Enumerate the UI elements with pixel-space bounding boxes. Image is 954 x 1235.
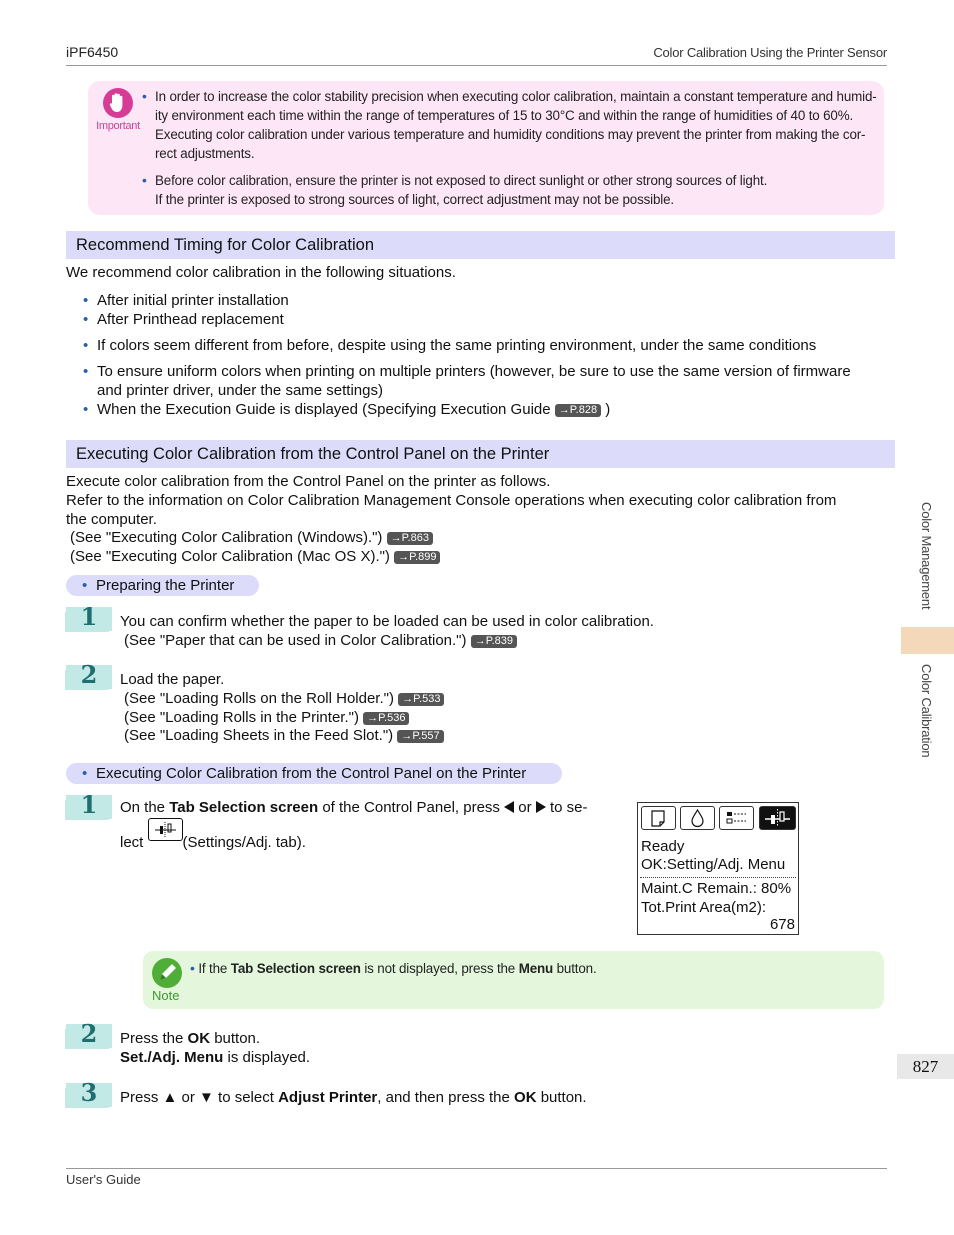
important-icon-block bbox=[96, 88, 140, 132]
step-number: 2 bbox=[67, 1021, 111, 1047]
bullet-dot: • bbox=[83, 311, 89, 328]
lcd-tab-ink bbox=[680, 806, 715, 830]
text-run: is not displayed, press the bbox=[360, 961, 519, 976]
important-text: Executing color calibration under various temperature and humidity conditions may prevent the printer from making the cor- bbox=[155, 127, 866, 142]
text-run: , and then press the bbox=[377, 1089, 515, 1106]
list-item bbox=[83, 291, 289, 310]
page-ref-link[interactable]: →P.533 bbox=[398, 693, 444, 706]
footer-text: User's Guide bbox=[66, 1172, 141, 1187]
lcd-tab-paper bbox=[641, 806, 676, 830]
see-text: (See "Loading Rolls in the Printer.") bbox=[124, 709, 359, 726]
step-text bbox=[120, 798, 587, 817]
step-number: 1 bbox=[67, 604, 111, 630]
important-bullet-2 bbox=[142, 171, 767, 209]
text-run: button. bbox=[210, 1030, 261, 1047]
step-number: 1 bbox=[67, 792, 111, 818]
bullet-dot: • bbox=[83, 292, 89, 309]
bullet-dot: • bbox=[142, 88, 147, 104]
lcd-divider bbox=[640, 877, 796, 878]
see-reference bbox=[124, 631, 517, 650]
list-item-text: If colors seem different from before, despite using the same printing environment, under the same conditions bbox=[97, 337, 817, 354]
lcd-text: OK:Setting/Adj. Menu bbox=[641, 856, 786, 873]
lcd-value: 678 bbox=[769, 916, 795, 933]
section-title: Recommend Timing for Color Calibration bbox=[76, 236, 375, 254]
subsection-pill-executing bbox=[66, 763, 562, 784]
list-item bbox=[83, 362, 851, 400]
text-run: Press ▲ or ▼ to select bbox=[120, 1089, 279, 1106]
step-text bbox=[120, 1029, 310, 1067]
text-run: of the Control Panel, press bbox=[318, 799, 505, 816]
see-reference bbox=[124, 726, 444, 745]
side-tab-color-calibration[interactable]: Color Calibration bbox=[919, 664, 934, 758]
lcd-info bbox=[641, 880, 791, 917]
lcd-text: Maint.C Remain.: 80% bbox=[641, 880, 792, 897]
important-label: Important bbox=[96, 120, 140, 132]
step-number: 3 bbox=[67, 1080, 111, 1106]
settings-adj-tab-icon bbox=[148, 818, 183, 841]
lcd-status bbox=[641, 838, 785, 874]
hand-icon bbox=[103, 88, 133, 118]
text-run: to se- bbox=[545, 799, 588, 816]
section-header-timing bbox=[66, 231, 895, 259]
see-text: (See "Paper that can be used in Color Calibration.") bbox=[124, 632, 467, 649]
bullet-dot: • bbox=[83, 401, 89, 418]
subsection-pill-preparing bbox=[66, 575, 259, 596]
header-section-title: Color Calibration Using the Printer Sensor bbox=[653, 45, 887, 60]
page-ref-link[interactable]: →P.557 bbox=[397, 730, 443, 743]
body-line: Execute color calibration from the Control Panel on the printer as follows. bbox=[66, 473, 551, 490]
list-item-text: When the Execution Guide is displayed (Specifying Execution Guide bbox=[97, 401, 551, 418]
page-number: 827 bbox=[897, 1054, 954, 1079]
important-text: ity environment each time within the range of temperatures of 15 to 30°C and within the range of humidities of 40 to 60%. bbox=[155, 108, 854, 123]
side-tab-marker bbox=[901, 627, 954, 654]
lcd-tab-settings-active bbox=[759, 806, 796, 830]
step-text: Load the paper. bbox=[120, 671, 225, 688]
important-text: Before color calibration, ensure the printer is not exposed to direct sunlight or other strong sources of light. bbox=[155, 173, 768, 188]
right-triangle-icon bbox=[536, 801, 546, 813]
bullet-dot: • bbox=[83, 363, 89, 380]
list-item bbox=[83, 400, 611, 419]
note-text bbox=[190, 959, 597, 978]
text-run: button. bbox=[553, 961, 597, 976]
see-text: (See "Loading Sheets in the Feed Slot.") bbox=[124, 727, 394, 744]
subsection-title: Preparing the Printer bbox=[96, 577, 235, 594]
bullet-dot: • bbox=[190, 960, 195, 976]
text-run: If the bbox=[198, 961, 231, 976]
list-item-text: To ensure uniform colors when printing on multiple printers (however, be sure to use the same version of firmware bbox=[97, 363, 851, 380]
side-tab-color-management[interactable]: Color Management bbox=[919, 502, 934, 610]
text-run-bold: Tab Selection screen bbox=[169, 799, 319, 816]
subsection-title: Executing Color Calibration from the Control Panel on the Printer bbox=[96, 765, 527, 782]
text-run-bold: Menu bbox=[518, 961, 554, 976]
list-item-text: and printer driver, under the same settings) bbox=[97, 382, 383, 399]
section-body bbox=[66, 472, 836, 529]
step-number: 2 bbox=[67, 662, 111, 688]
list-item bbox=[83, 310, 284, 329]
lcd-tab-job bbox=[719, 806, 754, 830]
text-run: button. bbox=[536, 1089, 587, 1106]
bullet-dot: • bbox=[82, 765, 88, 782]
text-run: is displayed. bbox=[223, 1049, 311, 1066]
see-reference bbox=[70, 547, 440, 566]
see-text: (See "Loading Rolls on the Roll Holder.") bbox=[124, 690, 394, 707]
section-header-control-panel bbox=[66, 440, 895, 468]
left-triangle-icon bbox=[504, 801, 514, 813]
see-text: (See "Executing Color Calibration (Windows).") bbox=[70, 529, 383, 546]
see-reference bbox=[124, 708, 409, 727]
list-item bbox=[83, 336, 817, 355]
text-run: lect bbox=[120, 834, 148, 851]
important-text: If the printer is exposed to strong sources of light, correct adjustment may not be possible. bbox=[155, 192, 674, 207]
see-reference bbox=[124, 689, 444, 708]
see-text: (See "Executing Color Calibration (Mac OS X).") bbox=[70, 548, 390, 565]
bullet-dot: • bbox=[83, 337, 89, 354]
lcd-text: Ready bbox=[641, 838, 685, 855]
page-ref-link[interactable]: →P.828 bbox=[555, 404, 601, 417]
text-run-bold: Tab Selection screen bbox=[230, 961, 361, 976]
important-bullet-1 bbox=[142, 87, 877, 163]
text-run: or bbox=[514, 799, 536, 816]
page-ref-link[interactable]: →P.839 bbox=[471, 635, 517, 648]
step-text bbox=[120, 1088, 587, 1107]
step-text: You can confirm whether the paper to be loaded can be used in color calibration. bbox=[120, 613, 654, 630]
text-run: (Settings/Adj. tab). bbox=[182, 834, 306, 851]
important-text: In order to increase the color stability precision when executing color calibration, maintain a constant temperature and humid- bbox=[155, 89, 877, 104]
bullet-dot: • bbox=[142, 172, 147, 188]
text-run-bold: OK bbox=[187, 1030, 211, 1047]
text-run-bold: Set./Adj. Menu bbox=[120, 1049, 224, 1066]
text-run: On the bbox=[120, 799, 170, 816]
page-ref-link[interactable]: →P.899 bbox=[394, 551, 440, 564]
note-label: Note bbox=[152, 988, 180, 1003]
body-line: the computer. bbox=[66, 511, 157, 528]
list-item-text: After initial printer installation bbox=[97, 292, 289, 309]
header-product: iPF6450 bbox=[66, 44, 119, 60]
section-title: Executing Color Calibration from the Control Panel on the Printer bbox=[76, 445, 550, 463]
control-panel-display bbox=[637, 802, 799, 935]
lcd-text: Tot.Print Area(m2): bbox=[641, 898, 767, 916]
step-text bbox=[120, 818, 306, 852]
body-line: Refer to the information on Color Calibration Management Console operations when executing color calibration from bbox=[66, 492, 837, 509]
text-run-bold: OK bbox=[514, 1089, 537, 1106]
footer-divider bbox=[66, 1168, 887, 1169]
section-intro: We recommend color calibration in the following situations. bbox=[66, 264, 456, 281]
header-divider bbox=[66, 65, 887, 66]
page-ref-link[interactable]: →P.536 bbox=[363, 712, 409, 725]
text-run: Press the bbox=[120, 1030, 188, 1047]
list-item-text: ) bbox=[605, 401, 611, 418]
text-run-bold: Adjust Printer bbox=[278, 1089, 378, 1106]
pencil-icon bbox=[152, 958, 182, 988]
bullet-dot: • bbox=[82, 577, 88, 594]
page-ref-link[interactable]: →P.863 bbox=[387, 532, 433, 545]
see-reference bbox=[70, 528, 433, 547]
important-text: rect adjustments. bbox=[155, 146, 255, 161]
list-item-text: After Printhead replacement bbox=[97, 311, 284, 328]
